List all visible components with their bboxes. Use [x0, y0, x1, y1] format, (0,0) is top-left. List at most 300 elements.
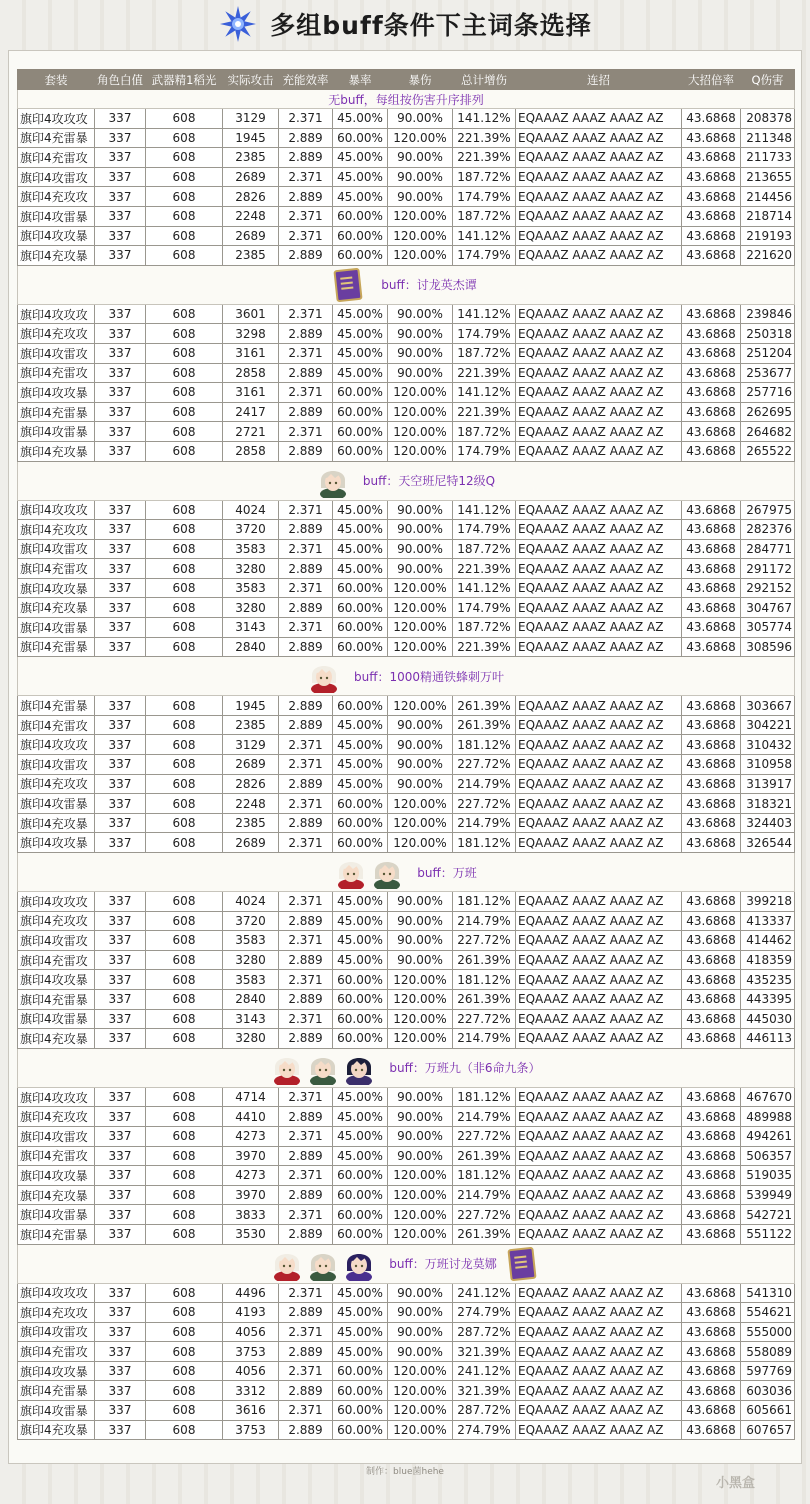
table-cell: 257716 — [741, 383, 795, 403]
table-cell: 211348 — [741, 128, 795, 148]
table-cell: 214456 — [741, 187, 795, 207]
table-cell: 43.6868 — [682, 696, 741, 716]
table-cell: 261.39% — [453, 696, 516, 716]
table-cell: 608 — [146, 1420, 223, 1440]
table-cell: 2.889 — [279, 1224, 333, 1244]
table-cell: 608 — [146, 911, 223, 931]
kazuha-avatar-icon — [271, 1051, 303, 1085]
table-cell: 旗印4充雷暴 — [18, 989, 95, 1009]
table-cell: EQAAAZ AAAZ AAAZ AZ — [516, 187, 682, 207]
table-cell: 305774 — [741, 618, 795, 638]
table-cell: 旗印4攻攻攻 — [18, 109, 95, 129]
table-cell: 120.00% — [388, 598, 453, 618]
table-cell: 608 — [146, 1185, 223, 1205]
table-cell: 337 — [95, 578, 146, 598]
table-cell: 608 — [146, 578, 223, 598]
table-cell: 2.371 — [279, 1361, 333, 1381]
table-cell: 227.72% — [453, 794, 516, 814]
table-cell: 旗印4充攻攻 — [18, 520, 95, 540]
table-cell: 45.00% — [333, 109, 388, 129]
section-header-row — [18, 265, 795, 304]
table-row — [18, 304, 795, 324]
table-cell: 43.6868 — [682, 931, 741, 951]
table-row — [18, 598, 795, 618]
table-cell: 489988 — [741, 1107, 795, 1127]
table-cell: 90.00% — [388, 304, 453, 324]
table-cell: 337 — [95, 950, 146, 970]
table-cell: 45.00% — [333, 559, 388, 579]
table-cell: 608 — [146, 343, 223, 363]
table-cell: 267975 — [741, 500, 795, 520]
table-cell: 3601 — [223, 304, 279, 324]
table-cell: 90.00% — [388, 363, 453, 383]
table-cell: 2.371 — [279, 618, 333, 638]
table-cell: 旗印4攻攻攻 — [18, 500, 95, 520]
table-row — [18, 109, 795, 129]
table-cell: 120.00% — [388, 1185, 453, 1205]
table-cell: 90.00% — [388, 1126, 453, 1146]
table-cell: 181.12% — [453, 1166, 516, 1186]
table-cell: 337 — [95, 637, 146, 657]
section-header-cell — [18, 265, 795, 304]
table-cell: 337 — [95, 813, 146, 833]
table-cell: 43.6868 — [682, 1009, 741, 1029]
table-cell: 120.00% — [388, 1205, 453, 1225]
table-cell: 45.00% — [333, 735, 388, 755]
table-cell: 337 — [95, 774, 146, 794]
table-cell: 603036 — [741, 1381, 795, 1401]
table-row — [18, 343, 795, 363]
table-cell: 608 — [146, 1283, 223, 1303]
table-cell: EQAAAZ AAAZ AAAZ AZ — [516, 833, 682, 853]
table-cell: 60.00% — [333, 989, 388, 1009]
table-cell: 120.00% — [388, 206, 453, 226]
table-cell: 90.00% — [388, 1283, 453, 1303]
table-row — [18, 246, 795, 266]
table-cell: 43.6868 — [682, 989, 741, 1009]
table-cell: 旗印4攻攻暴 — [18, 970, 95, 990]
table-cell: EQAAAZ AAAZ AAAZ AZ — [516, 892, 682, 912]
column-header: 角色白值 — [95, 70, 146, 90]
table-row — [18, 1322, 795, 1342]
table-cell: 221620 — [741, 246, 795, 266]
table-cell: 旗印4充攻攻 — [18, 1303, 95, 1323]
table-cell: 174.79% — [453, 441, 516, 461]
table-cell: 608 — [146, 1126, 223, 1146]
table-cell: 旗印4攻雷暴 — [18, 206, 95, 226]
table-cell: 261.39% — [453, 1146, 516, 1166]
table-cell: 2.889 — [279, 1381, 333, 1401]
table-cell: 43.6868 — [682, 520, 741, 540]
table-cell: EQAAAZ AAAZ AAAZ AZ — [516, 1185, 682, 1205]
table-cell: 4410 — [223, 1107, 279, 1127]
table-cell: 2.889 — [279, 246, 333, 266]
table-cell: 326544 — [741, 833, 795, 853]
table-cell: 2.371 — [279, 1283, 333, 1303]
table-cell: 90.00% — [388, 715, 453, 735]
table-cell: 120.00% — [388, 422, 453, 442]
table-cell: 221.39% — [453, 128, 516, 148]
table-cell: 120.00% — [388, 578, 453, 598]
table-cell: 120.00% — [388, 226, 453, 246]
table-cell: 337 — [95, 187, 146, 207]
table-cell: EQAAAZ AAAZ AAAZ AZ — [516, 1166, 682, 1186]
table-cell: 321.39% — [453, 1381, 516, 1401]
table-cell: 43.6868 — [682, 1107, 741, 1127]
table-cell: 337 — [95, 422, 146, 442]
section-header-row — [18, 1244, 795, 1283]
table-cell: 90.00% — [388, 755, 453, 775]
table-cell: 旗印4充雷攻 — [18, 148, 95, 168]
table-cell: 旗印4充攻暴 — [18, 246, 95, 266]
table-cell: 608 — [146, 324, 223, 344]
table-cell: 608 — [146, 422, 223, 442]
table-cell: 2248 — [223, 206, 279, 226]
column-header: 暴率 — [333, 70, 388, 90]
table-cell: 174.79% — [453, 324, 516, 344]
table-cell: 608 — [146, 441, 223, 461]
table-cell: 264682 — [741, 422, 795, 442]
table-cell: 608 — [146, 226, 223, 246]
table-cell: 60.00% — [333, 598, 388, 618]
table-cell: 181.12% — [453, 833, 516, 853]
table-cell: 3833 — [223, 1205, 279, 1225]
table-cell: 337 — [95, 794, 146, 814]
column-header: 大招倍率 — [682, 70, 741, 90]
table-cell: 608 — [146, 715, 223, 735]
table-cell: 60.00% — [333, 618, 388, 638]
table-cell: 3143 — [223, 1009, 279, 1029]
table-cell: 2.371 — [279, 500, 333, 520]
table-cell: 208378 — [741, 109, 795, 129]
table-cell: 3143 — [223, 618, 279, 638]
table-cell: 旗印4攻雷攻 — [18, 343, 95, 363]
mona-avatar-icon — [343, 1247, 375, 1281]
table-cell: 608 — [146, 1303, 223, 1323]
table-cell: 2385 — [223, 715, 279, 735]
table-cell: 214.79% — [453, 1029, 516, 1049]
table-cell: 2.889 — [279, 774, 333, 794]
table-cell: 90.00% — [388, 520, 453, 540]
table-cell: 608 — [146, 1205, 223, 1225]
table-cell: EQAAAZ AAAZ AAAZ AZ — [516, 1009, 682, 1029]
table-cell: 337 — [95, 1283, 146, 1303]
page-header — [0, 0, 810, 48]
table-cell: 60.00% — [333, 422, 388, 442]
table-row — [18, 1146, 795, 1166]
table-cell: 337 — [95, 598, 146, 618]
table-cell: 43.6868 — [682, 1342, 741, 1362]
table-cell: 90.00% — [388, 1087, 453, 1107]
table-cell: EQAAAZ AAAZ AAAZ AZ — [516, 324, 682, 344]
table-cell: EQAAAZ AAAZ AAAZ AZ — [516, 578, 682, 598]
table-cell: 2.889 — [279, 715, 333, 735]
table-cell: EQAAAZ AAAZ AAAZ AZ — [516, 1087, 682, 1107]
table-cell: 608 — [146, 167, 223, 187]
table-cell: 90.00% — [388, 931, 453, 951]
section-label: buff：万班九（非6命九条） — [389, 1061, 541, 1076]
table-cell: 608 — [146, 1029, 223, 1049]
table-cell: 60.00% — [333, 696, 388, 716]
table-cell: 3129 — [223, 735, 279, 755]
table-cell: 120.00% — [388, 833, 453, 853]
section-header-content — [20, 1247, 792, 1281]
table-cell: 399218 — [741, 892, 795, 912]
table-cell: 3161 — [223, 383, 279, 403]
table-cell: 608 — [146, 206, 223, 226]
table-cell: 43.6868 — [682, 246, 741, 266]
table-cell: 60.00% — [333, 1224, 388, 1244]
table-cell: 308596 — [741, 637, 795, 657]
table-cell: 旗印4充雷暴 — [18, 1224, 95, 1244]
table-row — [18, 383, 795, 403]
table-cell: 旗印4攻攻暴 — [18, 578, 95, 598]
table-cell: 2.371 — [279, 304, 333, 324]
table-row — [18, 715, 795, 735]
table-row — [18, 187, 795, 207]
table-cell: 43.6868 — [682, 813, 741, 833]
table-row — [18, 167, 795, 187]
table-cell: 43.6868 — [682, 950, 741, 970]
table-cell: 250318 — [741, 324, 795, 344]
table-cell: 4024 — [223, 500, 279, 520]
table-cell: 43.6868 — [682, 1401, 741, 1421]
watermark: 小黑盒 — [716, 1476, 756, 1491]
table-cell: 3312 — [223, 1381, 279, 1401]
table-cell: 45.00% — [333, 774, 388, 794]
table-cell: 214.79% — [453, 911, 516, 931]
table-row — [18, 422, 795, 442]
table-cell: 4056 — [223, 1361, 279, 1381]
table-cell: 608 — [146, 1342, 223, 1362]
table-cell: 4273 — [223, 1166, 279, 1186]
table-cell: 218714 — [741, 206, 795, 226]
column-header: 武器精1稻光 — [146, 70, 223, 90]
table-cell: 3583 — [223, 970, 279, 990]
sara-avatar-icon — [343, 1051, 375, 1085]
table-cell: 90.00% — [388, 148, 453, 168]
table-cell: 221.39% — [453, 363, 516, 383]
table-cell: 337 — [95, 1087, 146, 1107]
column-header: 总计增伤 — [453, 70, 516, 90]
table-cell: 187.72% — [453, 167, 516, 187]
column-header: 充能效率 — [279, 70, 333, 90]
section-label: buff：万班讨龙莫娜 — [389, 1257, 497, 1271]
table-cell: 141.12% — [453, 383, 516, 403]
table-cell: 2385 — [223, 246, 279, 266]
table-row — [18, 1303, 795, 1323]
table-row — [18, 441, 795, 461]
table-cell: 43.6868 — [682, 578, 741, 598]
table-cell: 旗印4攻攻攻 — [18, 304, 95, 324]
table-cell: 608 — [146, 1224, 223, 1244]
table-cell: 292152 — [741, 578, 795, 598]
table-cell: 旗印4充雷暴 — [18, 128, 95, 148]
table-cell: 旗印4攻攻攻 — [18, 1087, 95, 1107]
table-cell: 4496 — [223, 1283, 279, 1303]
table-row — [18, 970, 795, 990]
table-cell: 2.371 — [279, 1009, 333, 1029]
table-cell: 608 — [146, 246, 223, 266]
table-cell: 2.889 — [279, 1303, 333, 1323]
table-cell: 60.00% — [333, 1381, 388, 1401]
table-cell: 43.6868 — [682, 206, 741, 226]
table-cell: 43.6868 — [682, 304, 741, 324]
table-cell: 337 — [95, 343, 146, 363]
table-cell: 43.6868 — [682, 1322, 741, 1342]
table-cell: 174.79% — [453, 246, 516, 266]
table-cell: 262695 — [741, 402, 795, 422]
table-cell: 337 — [95, 970, 146, 990]
table-cell: 120.00% — [388, 1224, 453, 1244]
table-cell: 310432 — [741, 735, 795, 755]
section-header-cell — [18, 657, 795, 696]
table-cell: 4273 — [223, 1126, 279, 1146]
table-cell: 120.00% — [388, 618, 453, 638]
table-cell: 43.6868 — [682, 109, 741, 129]
table-cell: 2385 — [223, 813, 279, 833]
table-cell: 60.00% — [333, 1420, 388, 1440]
table-cell: 304221 — [741, 715, 795, 735]
table-cell: 284771 — [741, 539, 795, 559]
table-row — [18, 148, 795, 168]
table-cell: 542721 — [741, 1205, 795, 1225]
table-row — [18, 755, 795, 775]
table-cell: 337 — [95, 1381, 146, 1401]
table-cell: 43.6868 — [682, 911, 741, 931]
table-cell: 221.39% — [453, 148, 516, 168]
table-cell: 608 — [146, 618, 223, 638]
table-cell: 60.00% — [333, 128, 388, 148]
table-cell: 287.72% — [453, 1401, 516, 1421]
table-cell: 608 — [146, 520, 223, 540]
table-cell: 608 — [146, 1361, 223, 1381]
table-row — [18, 1087, 795, 1107]
table-row — [18, 1166, 795, 1186]
table-cell: EQAAAZ AAAZ AAAZ AZ — [516, 1224, 682, 1244]
bennett-avatar-icon — [317, 464, 349, 498]
table-cell: 43.6868 — [682, 441, 741, 461]
table-cell: 608 — [146, 1166, 223, 1186]
table-cell: EQAAAZ AAAZ AAAZ AZ — [516, 1361, 682, 1381]
table-cell: EQAAAZ AAAZ AAAZ AZ — [516, 696, 682, 716]
table-cell: 219193 — [741, 226, 795, 246]
table-cell: 2.889 — [279, 813, 333, 833]
table-cell: 608 — [146, 989, 223, 1009]
table-row — [18, 1420, 795, 1440]
table-cell: 旗印4充攻暴 — [18, 813, 95, 833]
table-cell: 60.00% — [333, 402, 388, 422]
table-cell: 608 — [146, 383, 223, 403]
table-cell: EQAAAZ AAAZ AAAZ AZ — [516, 559, 682, 579]
table-cell: 90.00% — [388, 892, 453, 912]
table-cell: 2.889 — [279, 1185, 333, 1205]
table-cell: 337 — [95, 1185, 146, 1205]
table-cell: 45.00% — [333, 324, 388, 344]
table-cell: 旗印4攻雷暴 — [18, 618, 95, 638]
table-row — [18, 618, 795, 638]
section-label: buff：1000精通铁蜂刺万叶 — [353, 669, 505, 684]
table-cell: 261.39% — [453, 715, 516, 735]
table-cell: 337 — [95, 148, 146, 168]
table-cell: 45.00% — [333, 1283, 388, 1303]
table-cell: 253677 — [741, 363, 795, 383]
table-cell: 60.00% — [333, 1205, 388, 1225]
table-cell: 43.6868 — [682, 539, 741, 559]
table-cell: EQAAAZ AAAZ AAAZ AZ — [516, 343, 682, 363]
table-cell: 608 — [146, 931, 223, 951]
table-cell: 旗印4充雷攻 — [18, 1146, 95, 1166]
table-cell: 旗印4充攻暴 — [18, 441, 95, 461]
section-header-content — [20, 269, 792, 301]
table-cell: 45.00% — [333, 1303, 388, 1323]
table-cell: 45.00% — [333, 343, 388, 363]
table-cell: 60.00% — [333, 1029, 388, 1049]
table-cell: 43.6868 — [682, 422, 741, 442]
table-cell: 2840 — [223, 637, 279, 657]
bennett-avatar-icon — [307, 1051, 339, 1085]
table-cell: 旗印4充雷暴 — [18, 637, 95, 657]
table-cell: 43.6868 — [682, 637, 741, 657]
table-row — [18, 813, 795, 833]
table-cell: 2385 — [223, 148, 279, 168]
section-header-cell — [18, 90, 795, 109]
table-cell: 214.79% — [453, 1107, 516, 1127]
table-cell: 旗印4攻雷暴 — [18, 1401, 95, 1421]
table-cell: 43.6868 — [682, 1205, 741, 1225]
table-cell: 2.371 — [279, 1126, 333, 1146]
table-cell: 4714 — [223, 1087, 279, 1107]
table-cell: EQAAAZ AAAZ AAAZ AZ — [516, 148, 682, 168]
table-cell: 2.371 — [279, 794, 333, 814]
table-cell: 43.6868 — [682, 187, 741, 207]
table-cell: 120.00% — [388, 989, 453, 1009]
section-header-content — [20, 91, 792, 108]
table-body — [18, 90, 795, 1440]
table-cell: 607657 — [741, 1420, 795, 1440]
table-cell: 43.6868 — [682, 735, 741, 755]
table-cell: 2.889 — [279, 363, 333, 383]
table-cell: 304767 — [741, 598, 795, 618]
table-cell: 337 — [95, 833, 146, 853]
section-label: 无buff，每组按伤害升序排列 — [328, 92, 484, 107]
table-cell: 120.00% — [388, 441, 453, 461]
table-cell: 90.00% — [388, 187, 453, 207]
table-row — [18, 1185, 795, 1205]
table-cell: 45.00% — [333, 715, 388, 735]
table-cell: 3298 — [223, 324, 279, 344]
table-cell: 337 — [95, 1420, 146, 1440]
table-cell: 60.00% — [333, 1009, 388, 1029]
section-header-content — [20, 464, 792, 498]
table-cell: 337 — [95, 128, 146, 148]
table-cell: 337 — [95, 167, 146, 187]
table-cell: 120.00% — [388, 1029, 453, 1049]
table-cell: 45.00% — [333, 539, 388, 559]
header-row — [18, 70, 795, 90]
table-cell: 608 — [146, 1146, 223, 1166]
table-row — [18, 892, 795, 912]
table-cell: 213655 — [741, 167, 795, 187]
table-cell: 227.72% — [453, 1126, 516, 1146]
table-cell: 120.00% — [388, 696, 453, 716]
table-cell: EQAAAZ AAAZ AAAZ AZ — [516, 363, 682, 383]
table-cell: 265522 — [741, 441, 795, 461]
table-cell: 337 — [95, 892, 146, 912]
table-cell: 旗印4充雷攻 — [18, 1342, 95, 1362]
table-cell: 90.00% — [388, 911, 453, 931]
table-cell: 43.6868 — [682, 1361, 741, 1381]
